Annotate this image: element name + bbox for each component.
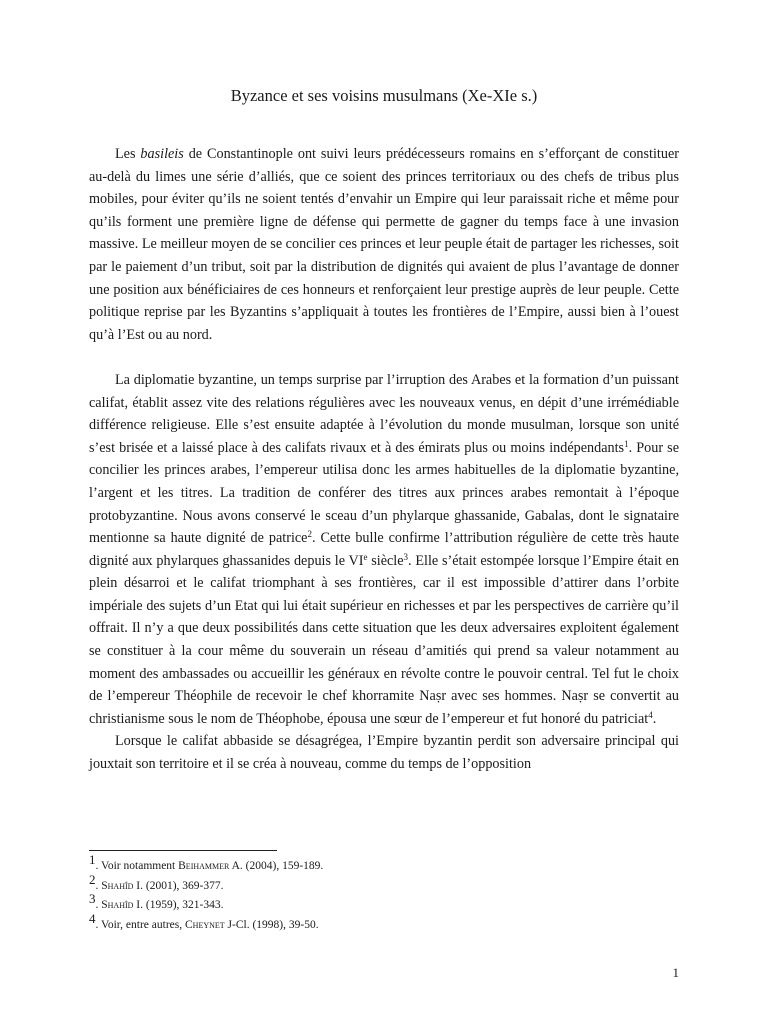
- footnote-ref-1[interactable]: 1: [624, 438, 629, 449]
- footnote-ref-3[interactable]: 3: [403, 551, 409, 562]
- footnote-text: .: [95, 899, 102, 911]
- text-run: . Elle s’était estompée lorsque l’Empire était en plein désarroi et le califat triomphant à ses frontières, car il est impossible d’attirer dans l’orbite impériale des sujets d’un Etat qui lui était supérieur en richesses et par les perspectives de carrière qu’il offrait. Il n’y a que deux possibilités dans cette situation que les deux adversaires exploitent également se constituer à la cour même du souverain un réseau d’amitiés qui prend sa valeur notamment au moment des ambassades ou accueillir les généraux en révolte contre le pouvoir central. Tel fut le choix de l’empereur Théophile de recevoir le chef khorramite Naṣr avec ses hommes. Naṣr se convertit au christianisme sous le nom de Théophobe, épousa une sœur de l’empereur et fut honoré du patriciat: [89, 552, 680, 727]
- footnote-number: 1: [89, 852, 96, 867]
- footnote-text: A. (2004), 159-189.: [229, 860, 324, 872]
- text-run: siècle: [367, 552, 404, 569]
- footnote-number: 3: [89, 891, 96, 906]
- footnote-author: Cheynet: [185, 918, 225, 931]
- footnote-author: Beihammer: [178, 860, 230, 872]
- footnote-4: [89, 910, 679, 936]
- footnote-text: . Voir notamment: [95, 860, 179, 872]
- text-run: . Cette bulle confirme l’attribution régulière de cette très haute dignité aux phylarques ghassanides depuis le VI: [89, 530, 679, 569]
- footnote-author: Shahîd: [101, 879, 134, 892]
- page-number: 1: [672, 965, 679, 980]
- footnote-separator: [89, 850, 277, 851]
- paragraph-3: Lorsque le califat abbaside se désagrégea, l’Empire byzantin perdit son adversaire principal qui jouxtait son territoire et il se créa à nouveau, comme du temps de l’opposition: [89, 733, 679, 773]
- footnote-author: Shahîd: [101, 899, 134, 911]
- text-run: Les: [115, 146, 141, 162]
- body-text: [89, 143, 679, 776]
- text-run: .: [652, 710, 657, 727]
- footnote-number: 4: [89, 910, 96, 926]
- footnote-ref-4[interactable]: 4: [648, 709, 653, 720]
- footnote-text: .: [95, 879, 102, 892]
- text-run: . Pour se concilier les princes arabes, l’empereur utilisa donc les armes habituelles de la diplomatie byzantine, l’argent et les titres. La tradition de conférer des titres aux princes arabes remontait à l’époque protobyzantine. Nous avons conservé le sceau d’un phylarque ghassanide, Gabalas, dont le signataire mentionne sa haute dignité de patrice: [89, 439, 680, 547]
- footnote-text: I. (2001), 369-377.: [133, 879, 224, 892]
- document-page: [89, 0, 679, 1024]
- footnote-2: [89, 871, 679, 897]
- footnote-3: [89, 891, 679, 916]
- ordinal-superscript: e: [363, 551, 368, 562]
- italic-term: basileis: [140, 146, 184, 162]
- footnote-ref-2[interactable]: 2: [307, 529, 312, 540]
- footnote-text: I. (1959), 321-343.: [133, 899, 224, 911]
- footnote-number: 2: [89, 871, 96, 887]
- footnote-text: J-Cl. (1998), 39-50.: [224, 918, 319, 931]
- paragraph-1: [89, 143, 679, 346]
- footnotes: [89, 852, 679, 935]
- footnote-text: . Voir, entre autres,: [95, 918, 185, 931]
- paragraph-2: [89, 369, 679, 731]
- text-run: La diplomatie byzantine, un temps surprise par l’irruption des Arabes et la formation d’un puissant califat, établit assez vite des relations régulières avec les nouveaux venus, en dépit d’une irrémédiable différence religieuse. Elle s’est ensuite adaptée à l’évolution du monde musulman, lorsque son unité s’est brisée et a laissé place à des califats rivaux et à des émirats plus ou moins indépendants: [89, 371, 679, 456]
- page-title: Byzance et ses voisins musulmans (Xe-XIe s.): [230, 86, 538, 105]
- text-run: de Constantinople ont suivi leurs prédécesseurs romains en s’efforçant de constituer au-delà du limes une série d’alliés, que ce soient des princes territoriaux ou des chefs de tribus plus mobiles, pour éviter qu’ils ne soient tentés d’envahir un Empire qui leur paraissait riche et même pour qu’ils forment une première ligne de défense qui permette de gagner du temps face à une invasion massive. Le meilleur moyen de se concilier ces princes et leur peuple était de partager les richesses, soit par le paiement d’un tribut, soit par la distribution de dignités qui avaient de plus l’avantage de donner une position aux bénéficiaires de ces honneurs et renforçaient leur prestige auprès de leur peuple. Cette politique reprise par les Byzantins s’appliquait à toutes les frontières de l’Empire, aussi bien à l’ouest qu’à l’Est ou au nord.: [89, 146, 679, 343]
- footnote-1: [89, 852, 679, 877]
